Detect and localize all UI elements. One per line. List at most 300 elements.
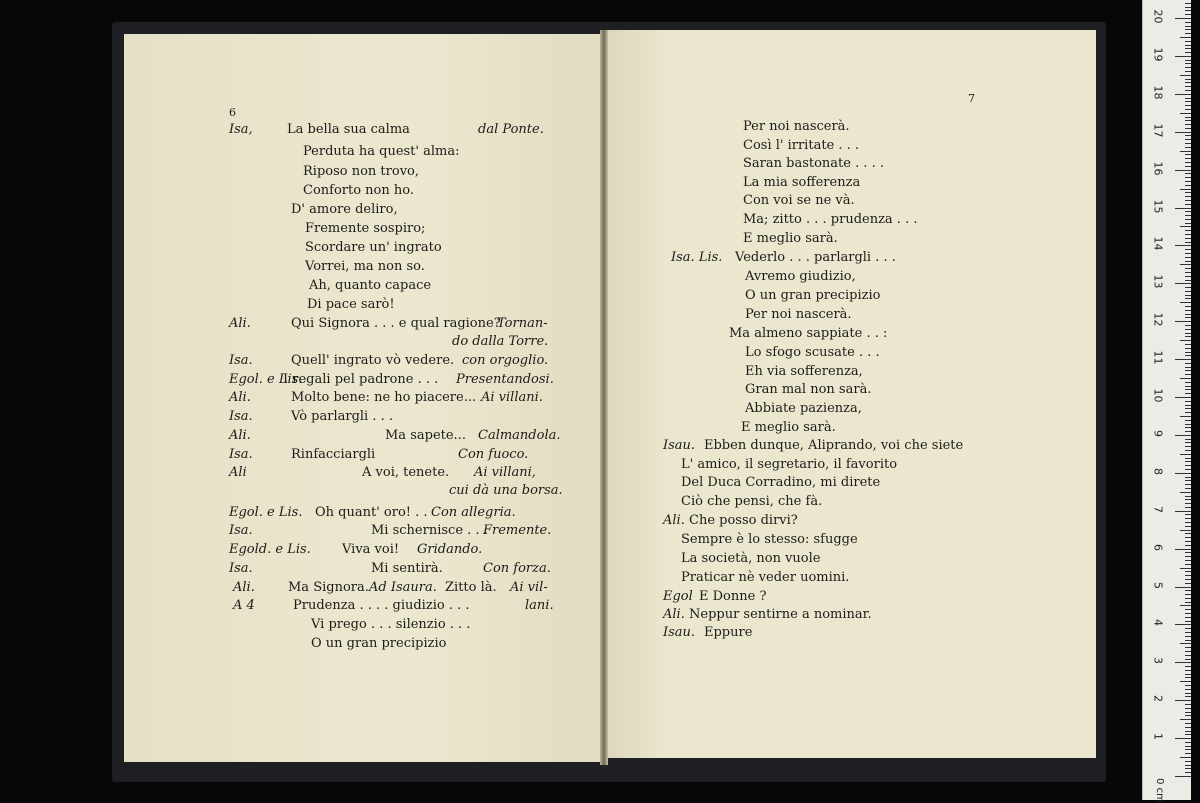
ruler-tick	[1180, 226, 1191, 227]
ruler-tick	[1185, 431, 1191, 432]
ruler-tick	[1185, 374, 1191, 375]
text-line: E Donne ?	[699, 589, 767, 604]
ruler-tick	[1185, 261, 1191, 262]
ruler-tick	[1185, 355, 1191, 356]
ruler-tick	[1185, 143, 1191, 144]
text-line: Ali.	[229, 390, 251, 405]
text-line: O un gran precipizio	[311, 636, 447, 651]
text-line: Riposo non trovo,	[303, 164, 419, 179]
ruler-tick	[1185, 139, 1191, 140]
ruler-tick	[1180, 757, 1191, 758]
ruler-tick	[1185, 708, 1191, 709]
text-line: Viva voi!	[342, 542, 400, 557]
ruler-tick	[1185, 514, 1191, 515]
ruler-tick	[1185, 488, 1191, 489]
text-line: Eppure	[704, 625, 753, 640]
ruler-tick	[1185, 14, 1191, 15]
text-line: Isa.	[229, 447, 253, 462]
ruler-number: 9	[1151, 429, 1165, 437]
ruler-tick	[1185, 640, 1191, 641]
ruler-tick	[1185, 158, 1191, 159]
ruler-tick	[1185, 101, 1191, 102]
ruler-tick	[1185, 124, 1191, 125]
ruler-tick	[1185, 67, 1191, 68]
text-line: Gran mal non sarà.	[745, 382, 872, 397]
text-line: Ebben dunque, Aliprando, voi che siete	[704, 438, 964, 453]
ruler-tick	[1185, 120, 1191, 121]
ruler-tick	[1175, 624, 1191, 625]
ruler-tick	[1185, 71, 1191, 72]
ruler-tick	[1185, 556, 1191, 557]
ruler-tick	[1185, 598, 1191, 599]
ruler-tick	[1185, 670, 1191, 671]
text-line: Ali.	[229, 316, 251, 331]
ruler-tick	[1185, 63, 1191, 64]
text-line: Fremente sospiro;	[305, 221, 426, 236]
ruler-tick	[1185, 33, 1191, 34]
ruler-tick	[1185, 420, 1191, 421]
text-line: Per noi nascerà.	[743, 119, 850, 134]
text-line: Ad Isaura.	[369, 580, 437, 595]
ruler-tick	[1185, 48, 1191, 49]
ruler-tick	[1185, 677, 1191, 678]
ruler-tick	[1185, 579, 1191, 580]
ruler-tick	[1185, 746, 1191, 747]
ruler-tick	[1185, 651, 1191, 652]
text-line: Molto bene: ne ho piacere...	[291, 390, 477, 405]
ruler-tick	[1185, 295, 1191, 296]
book-gutter	[600, 30, 608, 765]
ruler-number: 18	[1151, 85, 1165, 100]
ruler-tick	[1175, 397, 1191, 398]
ruler-tick	[1185, 200, 1191, 201]
text-line: Ali	[229, 465, 247, 480]
ruler-tick	[1185, 685, 1191, 686]
ruler-tick	[1185, 154, 1191, 155]
text-line: Perduta ha quest' alma:	[303, 144, 460, 159]
ruler-tick	[1185, 86, 1191, 87]
ruler-tick	[1185, 560, 1191, 561]
text-line: Sempre è lo stesso: sfugge	[681, 532, 858, 547]
ruler-tick	[1185, 674, 1191, 675]
ruler-tick	[1185, 655, 1191, 656]
ruler-tick	[1185, 408, 1191, 409]
ruler-tick	[1185, 442, 1191, 443]
text-line: E meglio sarà.	[741, 420, 836, 435]
text-line: Eh via sofferenza,	[745, 364, 863, 379]
ruler-tick	[1185, 45, 1191, 46]
ruler-tick	[1185, 52, 1191, 53]
text-line: Zitto là.	[445, 580, 497, 595]
ruler-number: 13	[1151, 274, 1165, 289]
ruler-tick	[1185, 242, 1191, 243]
ruler-tick	[1185, 632, 1191, 633]
ruler-tick	[1185, 22, 1191, 23]
ruler-tick	[1175, 700, 1191, 701]
ruler-tick	[1185, 731, 1191, 732]
ruler-tick	[1175, 208, 1191, 209]
ruler-tick	[1185, 333, 1191, 334]
left-page-number: 6	[229, 106, 236, 119]
ruler-tick	[1185, 234, 1191, 235]
text-line: Saran bastonate . . . .	[743, 156, 885, 171]
ruler-tick	[1185, 105, 1191, 106]
text-line: Rinfacciargli	[291, 447, 376, 462]
ruler-tick	[1185, 29, 1191, 30]
ruler-tick	[1180, 530, 1191, 531]
ruler-tick	[1185, 405, 1191, 406]
ruler-tick	[1185, 325, 1191, 326]
text-line: Ai villani.	[481, 390, 543, 405]
ruler-tick	[1185, 181, 1191, 182]
ruler-tick	[1175, 359, 1191, 360]
ruler-tick	[1185, 215, 1191, 216]
text-line: con orgoglio.	[462, 353, 549, 368]
ruler-tick	[1185, 10, 1191, 11]
ruler-tick	[1185, 310, 1191, 311]
ruler-tick	[1185, 109, 1191, 110]
ruler-tick	[1185, 499, 1191, 500]
ruler-tick	[1185, 761, 1191, 762]
ruler-tick	[1175, 245, 1191, 246]
text-line: Ali.	[663, 513, 685, 528]
ruler-tick	[1185, 723, 1191, 724]
ruler-tick	[1175, 776, 1191, 777]
ruler-tick	[1175, 511, 1191, 512]
ruler-tick	[1185, 424, 1191, 425]
text-line: dal Ponte.	[478, 122, 544, 137]
ruler-tick	[1185, 507, 1191, 508]
ruler-number: 11	[1151, 350, 1165, 365]
text-line: cui dà una borsa.	[449, 483, 563, 498]
ruler-tick	[1185, 162, 1191, 163]
measurement-ruler	[1142, 0, 1191, 803]
ruler-tick	[1185, 272, 1191, 273]
ruler-tick	[1185, 526, 1191, 527]
ruler-tick	[1185, 753, 1191, 754]
ruler-tick	[1180, 151, 1191, 152]
ruler-tick	[1180, 643, 1191, 644]
text-line: O un gran precipizio	[745, 288, 881, 303]
ruler-number: 3	[1151, 657, 1165, 665]
ruler-tick	[1185, 594, 1191, 595]
text-line: Avremo giudizio,	[745, 269, 856, 284]
ruler-tick	[1185, 196, 1191, 197]
ruler-tick	[1180, 189, 1191, 190]
ruler-tick	[1185, 583, 1191, 584]
ruler-tick	[1180, 416, 1191, 417]
ruler-tick	[1185, 370, 1191, 371]
ruler-tick	[1175, 283, 1191, 284]
ruler-tick	[1185, 257, 1191, 258]
ruler-tick	[1175, 56, 1191, 57]
ruler-tick	[1185, 329, 1191, 330]
ruler-tick	[1185, 219, 1191, 220]
text-line: Con fuoco.	[458, 447, 529, 462]
ruler-tick	[1185, 287, 1191, 288]
ruler-tick	[1185, 314, 1191, 315]
text-line: Ai vil-	[510, 580, 548, 595]
ruler-number: 17	[1151, 123, 1165, 138]
text-line: Di pace sarò!	[307, 297, 395, 312]
ruler-number: 19	[1151, 47, 1165, 62]
ruler-tick	[1185, 450, 1191, 451]
ruler-tick	[1185, 306, 1191, 307]
ruler-tick	[1185, 367, 1191, 368]
text-line: lani.	[525, 598, 554, 613]
ruler-tick	[1185, 712, 1191, 713]
ruler-tick	[1185, 496, 1191, 497]
ruler-tick	[1185, 363, 1191, 364]
text-line: Ali.	[663, 607, 685, 622]
text-line: Quell' ingrato vò vedere.	[291, 353, 455, 368]
ruler-tick	[1185, 41, 1191, 42]
ruler-tick	[1185, 135, 1191, 136]
ruler-tick	[1185, 621, 1191, 622]
text-line: Ma Signora.	[288, 580, 369, 595]
ruler-tick	[1185, 772, 1191, 773]
text-line: Per noi nascerà.	[745, 307, 852, 322]
ruler-number: 1	[1151, 733, 1165, 741]
ruler-tick	[1185, 291, 1191, 292]
text-line: Egol. e Lis.	[229, 372, 303, 387]
text-line: Ma; zitto . . . prudenza . . .	[743, 212, 918, 227]
ruler-tick	[1185, 609, 1191, 610]
text-line: Con voi se ne và.	[743, 193, 855, 208]
text-line: Abbiate pazienza,	[745, 401, 862, 416]
ruler-tick	[1185, 541, 1191, 542]
text-line: Prudenza . . . . giudizio . . .	[293, 598, 470, 613]
ruler-tick	[1175, 18, 1191, 19]
ruler-tick	[1185, 280, 1191, 281]
text-line: Fremente.	[483, 523, 552, 538]
ruler-tick	[1185, 223, 1191, 224]
text-line: Presentandosi.	[456, 372, 554, 387]
ruler-tick	[1175, 94, 1191, 95]
ruler-number: 2	[1151, 695, 1165, 703]
ruler-tick	[1185, 689, 1191, 690]
ruler-number: 14	[1151, 236, 1165, 251]
ruler-tick	[1180, 568, 1191, 569]
ruler-tick	[1175, 662, 1191, 663]
ruler-unit-label: 0 cm	[1153, 778, 1165, 803]
ruler-tick	[1185, 389, 1191, 390]
ruler-tick	[1180, 454, 1191, 455]
ruler-tick	[1185, 344, 1191, 345]
ruler-tick	[1185, 238, 1191, 239]
text-line: Del Duca Corradino, mi direte	[681, 475, 881, 490]
ruler-tick	[1185, 336, 1191, 337]
ruler-tick	[1185, 484, 1191, 485]
ruler-tick	[1185, 427, 1191, 428]
ruler-tick	[1185, 382, 1191, 383]
text-line: Isa. Lis.	[671, 250, 723, 265]
ruler-tick	[1185, 477, 1191, 478]
text-line: La società, non vuole	[681, 551, 821, 566]
text-line: Scordare un' ingrato	[305, 240, 442, 255]
text-line: Neppur sentirne a nominar.	[689, 607, 872, 622]
ruler-tick	[1180, 113, 1191, 114]
text-line: Mi sentirà.	[371, 561, 443, 576]
ruler-number: 12	[1151, 312, 1165, 327]
text-line: Gridando.	[417, 542, 483, 557]
text-line: Isa.	[229, 353, 253, 368]
ruler-tick	[1185, 352, 1191, 353]
ruler-tick	[1185, 571, 1191, 572]
text-line: Ali.	[233, 580, 255, 595]
ruler-tick	[1185, 211, 1191, 212]
text-line: Ma sapete...	[385, 428, 466, 443]
ruler-tick	[1185, 742, 1191, 743]
text-line: Vederlo . . . parlargli . . .	[735, 250, 896, 265]
text-line: Ma almeno sappiate . . :	[729, 326, 888, 341]
ruler-tick	[1185, 628, 1191, 629]
ruler-tick	[1185, 386, 1191, 387]
text-line: Praticar nè veder uomini.	[681, 570, 850, 585]
ruler-tick	[1180, 75, 1191, 76]
ruler-tick	[1180, 378, 1191, 379]
ruler-tick	[1180, 605, 1191, 606]
ruler-tick	[1185, 503, 1191, 504]
text-line: Vò parlargli . . .	[291, 409, 393, 424]
ruler-tick	[1185, 253, 1191, 254]
ruler-tick	[1185, 298, 1191, 299]
ruler-tick	[1185, 7, 1191, 8]
text-line: Conforto non ho.	[303, 183, 414, 198]
ruler-tick	[1185, 659, 1191, 660]
ruler-number: 16	[1151, 161, 1165, 176]
ruler-tick	[1180, 264, 1191, 265]
ruler-number: 20	[1151, 9, 1165, 24]
ruler-tick	[1185, 276, 1191, 277]
ruler-number: 7	[1151, 505, 1165, 513]
ruler-tick	[1185, 537, 1191, 538]
text-line: Oh quant' oro! . .	[315, 505, 428, 520]
ruler-tick	[1185, 552, 1191, 553]
ruler-tick	[1185, 401, 1191, 402]
text-line: Ciò che pensi, che fà.	[681, 494, 823, 509]
text-line: I regali pel padrone . . .	[283, 372, 439, 387]
text-line: Vi prego . . . silenzio . . .	[311, 617, 471, 632]
ruler-tick	[1185, 465, 1191, 466]
ruler-tick	[1185, 613, 1191, 614]
text-line: E meglio sarà.	[743, 231, 838, 246]
ruler-tick	[1185, 230, 1191, 231]
ruler-tick	[1185, 461, 1191, 462]
ruler-tick	[1175, 738, 1191, 739]
ruler-tick	[1185, 518, 1191, 519]
text-line: Isa,	[229, 122, 253, 137]
ruler-tick	[1185, 575, 1191, 576]
text-line: A 4	[233, 598, 255, 613]
text-line: Ah, quanto capace	[309, 278, 432, 293]
ruler-tick	[1185, 177, 1191, 178]
text-line: Egold. e Lis.	[229, 542, 311, 557]
ruler-tick	[1185, 666, 1191, 667]
ruler-tick	[1185, 204, 1191, 205]
ruler-tick	[1185, 458, 1191, 459]
ruler-number: 10	[1151, 388, 1165, 403]
ruler-tick	[1185, 469, 1191, 470]
text-line: Isa.	[229, 409, 253, 424]
ruler-tick	[1185, 3, 1191, 4]
ruler-tick	[1175, 549, 1191, 550]
ruler-tick	[1180, 302, 1191, 303]
ruler-tick	[1185, 90, 1191, 91]
ruler-tick	[1185, 715, 1191, 716]
ruler-tick	[1185, 533, 1191, 534]
ruler-tick	[1185, 545, 1191, 546]
ruler-tick	[1185, 446, 1191, 447]
ruler-tick	[1185, 166, 1191, 167]
text-line: A voi, tenete.	[362, 465, 450, 480]
ruler-tick	[1185, 60, 1191, 61]
text-line: Tornan-	[497, 316, 548, 331]
ruler-tick	[1185, 765, 1191, 766]
ruler-tick	[1185, 704, 1191, 705]
text-line: Isa.	[229, 561, 253, 576]
ruler-number: 6	[1151, 543, 1165, 551]
ruler-tick	[1185, 79, 1191, 80]
text-line: Mi schernisce . . .	[371, 523, 488, 538]
text-line: Ali.	[229, 428, 251, 443]
text-line: L' amico, il segretario, il favorito	[681, 457, 898, 472]
text-line: Calmandola.	[478, 428, 561, 443]
text-line: Isau.	[663, 625, 696, 640]
ruler-tick	[1185, 412, 1191, 413]
ruler-number: 15	[1151, 199, 1165, 213]
ruler-tick	[1175, 170, 1191, 171]
ruler-tick	[1185, 128, 1191, 129]
ruler-tick	[1185, 192, 1191, 193]
text-line: Qui Signora . . . e qual ragione?	[291, 316, 501, 331]
ruler-tick	[1185, 147, 1191, 148]
ruler-tick	[1175, 132, 1191, 133]
ruler-tick	[1185, 268, 1191, 269]
ruler-tick	[1185, 82, 1191, 83]
ruler-tick	[1185, 480, 1191, 481]
text-line: D' amore deliro,	[291, 202, 398, 217]
ruler-tick	[1185, 348, 1191, 349]
ruler-tick	[1185, 117, 1191, 118]
ruler-tick	[1185, 727, 1191, 728]
text-line: Vorrei, ma non so.	[305, 259, 425, 274]
ruler-number: 8	[1151, 467, 1165, 475]
ruler-tick	[1185, 26, 1191, 27]
ruler-tick	[1185, 185, 1191, 186]
ruler-tick	[1185, 98, 1191, 99]
text-line: Così l' irritate . . .	[743, 138, 860, 153]
text-line: Egol. e Lis.	[229, 505, 303, 520]
ruler-tick	[1185, 749, 1191, 750]
text-line: Con forza.	[483, 561, 551, 576]
ruler-tick	[1175, 321, 1191, 322]
ruler-tick	[1185, 617, 1191, 618]
ruler-tick	[1185, 393, 1191, 394]
ruler-tick	[1185, 636, 1191, 637]
ruler-tick	[1175, 473, 1191, 474]
ruler-tick	[1185, 734, 1191, 735]
ruler-tick	[1180, 492, 1191, 493]
ruler-tick	[1185, 590, 1191, 591]
text-line: Isau.	[663, 438, 696, 453]
text-line: Egol	[663, 589, 693, 604]
ruler-tick	[1185, 696, 1191, 697]
text-line: La bella sua calma	[287, 122, 410, 137]
ruler-tick	[1185, 647, 1191, 648]
text-line: do dalla Torre.	[452, 334, 549, 349]
text-line: Lo sfogo scusate . . .	[745, 345, 880, 360]
